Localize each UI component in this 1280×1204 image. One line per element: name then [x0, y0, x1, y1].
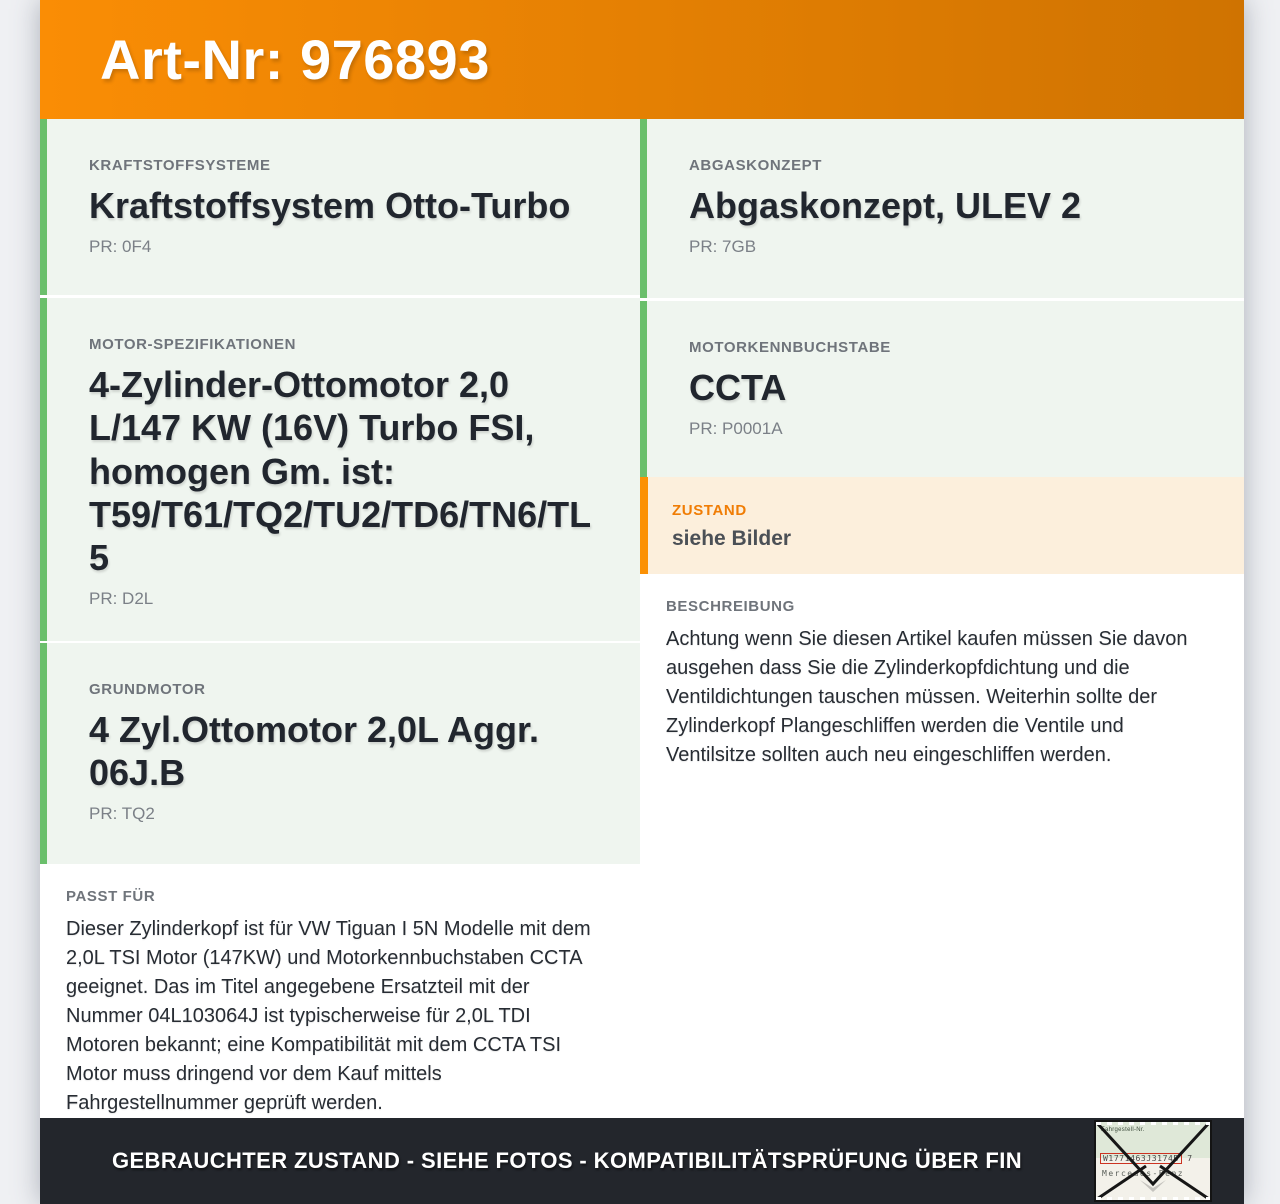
section-label: PASST FÜR [66, 888, 156, 905]
card-motorkennbuchstabe [640, 301, 1244, 477]
pr-code: PR: 7GB [689, 237, 757, 257]
card-heading: Kraftstoffsystem Otto-Turbo [89, 185, 571, 226]
card-heading: 4-Zylinder-Ottomotor 2,0 L/147 KW (16V) Turbo FSI, homogen Gm. ist: T59/T61/TQ2/TU2/TD6/TN6/TL5 [89, 364, 592, 578]
footer-bar [40, 1118, 1244, 1204]
pr-code: PR: P0001A [689, 419, 783, 439]
footer-note: GEBRAUCHTER ZUSTAND - SIEHE FOTOS - KOMPATIBILITÄTSPRÜFUNG ÜBER FIN [111, 1148, 1023, 1173]
card-abgaskonzept [640, 119, 1244, 298]
card-heading: CCTA [689, 367, 787, 408]
zustand-value: siehe Bilder [672, 527, 792, 550]
section-beschreibung [640, 574, 1244, 1118]
listing-panel [40, 0, 1244, 1204]
pr-code: PR: D2L [89, 589, 154, 609]
card-heading: Abgaskonzept, ULEV 2 [689, 185, 1082, 226]
section-label: BESCHREIBUNG [666, 598, 795, 615]
card-label: KRAFTSTOFFSYSTEME [89, 157, 271, 174]
card-heading: 4 Zyl.Ottomotor 2,0L Aggr. 06J.B [89, 708, 540, 793]
document-brand-line: Mercedes-Benz [1102, 1169, 1185, 1178]
card-label: MOTOR-SPEZIFIKATIONEN [89, 336, 297, 354]
pr-code: PR: 0F4 [89, 237, 152, 257]
vehicle-document-image [1094, 1120, 1212, 1202]
beschreibung-text: Achtung wenn Sie diesen Artikel kaufen müssen Sie davon ausgehen dass Sie die Zylinderkopfdichtung und die Ventildichtungen tauschen müssen. Weiterhin sollte der Zylinderkopf Plangeschliffen werden die Ventile und Ventilsitze sollten auch neu eingeschliffen werden. [666, 628, 1188, 766]
document-field-label: Fahrgestell-Nr. [1101, 1127, 1145, 1133]
card-label: ABGASKONZEPT [689, 157, 823, 174]
article-number-title: Art-Nr: 976893 [100, 28, 490, 91]
pr-code: PR: TQ2 [89, 804, 155, 824]
card-label: MOTORKENNBUCHSTABE [689, 339, 891, 356]
content-columns [40, 119, 1244, 1118]
card-motor-spezifikationen [40, 298, 640, 641]
envelope-icon [1096, 1122, 1210, 1200]
zustand-label: ZUSTAND [672, 502, 747, 519]
card-label: GRUNDMOTOR [89, 680, 206, 698]
right-column [640, 119, 1244, 1118]
section-passt-fuer [40, 864, 640, 1118]
vin-highlight-box: W1771463J3174B [1100, 1153, 1182, 1164]
passt-fuer-text: Dieser Zylinderkopf ist für VW Tiguan I 5N Modelle mit dem 2,0L TSI Motor (147KW) und Motorkennbuchstaben CCTA geeignet. Das im Titel angegebene Ersatzteil mit der Nummer 04L103064J ist typischerweise für 2,0L TDI Motoren bekannt; eine Kompatibilität mit dem CCTA TSI Motor muss dringend vor dem Kauf mittels Fahrgestellnummer geprüft werden. [66, 918, 591, 1114]
vin-suffix: 7 [1187, 1154, 1193, 1163]
card-grundmotor [40, 643, 640, 864]
card-kraftstoffsysteme [40, 119, 640, 295]
card-zustand [640, 477, 1244, 574]
left-column [40, 119, 640, 1118]
header-bar [40, 0, 1244, 119]
